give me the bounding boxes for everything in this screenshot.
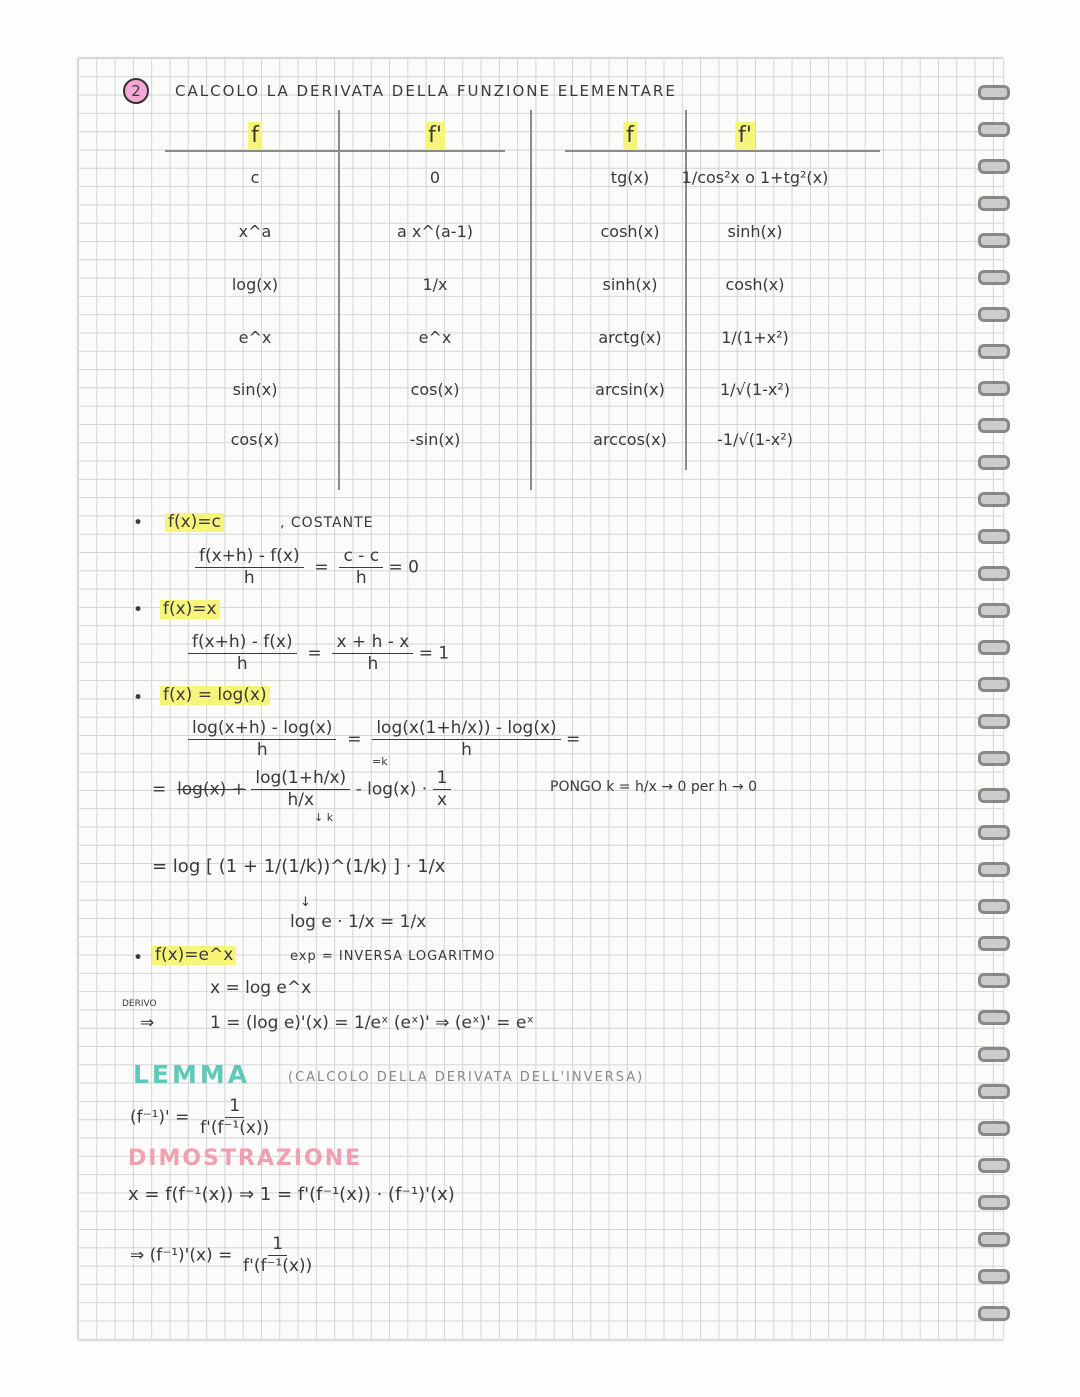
spiral-ring xyxy=(978,1306,1010,1321)
spiral-ring xyxy=(978,899,1010,914)
equation: x = log e^x xyxy=(210,978,312,998)
case-exp: f(x)=e^x xyxy=(152,946,236,965)
spiral-ring xyxy=(978,751,1010,766)
spiral-ring xyxy=(978,936,1010,951)
spiral-ring xyxy=(978,418,1010,433)
section-number: 2 xyxy=(123,78,149,104)
header-f-prime: f' xyxy=(735,122,755,149)
table-cell: e^x xyxy=(238,328,272,347)
table-cell: tg(x) xyxy=(610,168,650,187)
table-cell: c xyxy=(250,168,260,187)
table-cell: 1/√(1-x²) xyxy=(719,380,791,399)
table-divider xyxy=(565,150,880,152)
table-cell: arctg(x) xyxy=(598,328,662,347)
table-cell: arcsin(x) xyxy=(595,380,665,399)
table-cell: cos(x) xyxy=(410,380,460,399)
equation: ⇒ (f⁻¹)'(x) = $\frac{1}{\text{f'(f⁻¹(x))}}$ xyxy=(130,1234,313,1276)
annotation: ↓ k xyxy=(314,811,334,824)
case-constant: f(x)=c xyxy=(165,513,224,532)
table-cell: -sin(x) xyxy=(409,430,461,449)
table-cell: cosh(x) xyxy=(600,222,660,241)
table-cell: a x^(a-1) xyxy=(396,222,474,241)
table-divider xyxy=(338,110,340,490)
spiral-ring xyxy=(978,1195,1010,1210)
table-cell: log(x) xyxy=(231,275,279,294)
spiral-ring xyxy=(978,344,1010,359)
spiral-ring xyxy=(978,307,1010,322)
table-cell: arccos(x) xyxy=(593,430,667,449)
spiral-ring xyxy=(978,1121,1010,1136)
table-cell: e^x xyxy=(418,328,452,347)
table-cell: sinh(x) xyxy=(602,275,658,294)
spiral-ring xyxy=(978,492,1010,507)
spiral-ring xyxy=(978,1269,1010,1284)
spiral-ring xyxy=(978,529,1010,544)
spiral-ring xyxy=(978,603,1010,618)
equation: log e · 1/x = 1/x xyxy=(290,912,427,932)
spiral-ring xyxy=(978,862,1010,877)
spiral-ring xyxy=(978,381,1010,396)
table-divider xyxy=(165,150,505,152)
spiral-ring xyxy=(978,1232,1010,1247)
note: exp = INVERSA LOGARITMO xyxy=(290,949,496,964)
header-f-prime: f' xyxy=(425,122,445,149)
note: DERIVO xyxy=(122,999,157,1009)
table-cell: 1/x xyxy=(422,275,448,294)
spiral-ring xyxy=(978,640,1010,655)
equation: 1 = (log e)'(x) = 1/eˣ (eˣ)' ⇒ (eˣ)' = eˣ xyxy=(210,1013,534,1033)
table-cell: 1/cos²x o 1+tg²(x) xyxy=(681,168,829,187)
arrow-icon: ↓ xyxy=(300,895,311,910)
equation: $\frac{\log(x+h) - \log(x)}{h}$ = $\frac{\log(x(1+h/x)) - \log(x)}{h}$ = xyxy=(188,720,580,759)
spiral-ring xyxy=(978,1047,1010,1062)
table-cell: cos(x) xyxy=(230,430,280,449)
equation: = log [ (1 + 1/(1/k))^(1/k) ] · 1/x xyxy=(152,856,446,877)
table-cell: sin(x) xyxy=(232,380,278,399)
spiral-ring xyxy=(978,270,1010,285)
note: , COSTANTE xyxy=(280,515,374,531)
equation: $\frac{f(x+h) - f(x)}{h}$ = $\frac{x + h - x}{h}$ = 1 xyxy=(188,634,449,673)
spiral-ring xyxy=(978,196,1010,211)
spiral-ring xyxy=(978,677,1010,692)
spiral-ring xyxy=(978,233,1010,248)
equation: = log(x) + $\frac{\log(1+h/x)}{h/x}$ - log(x) · $\frac{1}{x}$ xyxy=(152,770,451,809)
table-divider xyxy=(530,110,532,490)
case-identity: f(x)=x xyxy=(160,600,220,619)
spiral-ring xyxy=(978,85,1010,100)
header-f: f xyxy=(623,122,637,149)
spiral-ring xyxy=(978,788,1010,803)
spiral-ring xyxy=(978,825,1010,840)
page-title: CALCOLO LA DERIVATA DELLA FUNZIONE ELEMENTARE xyxy=(175,82,677,100)
spiral-ring xyxy=(978,1084,1010,1099)
spiral-ring xyxy=(978,455,1010,470)
case-log: f(x) = log(x) xyxy=(160,686,270,705)
spiral-ring xyxy=(978,566,1010,581)
spiral-ring xyxy=(978,122,1010,137)
table-cell: x^a xyxy=(238,222,272,241)
table-cell: -1/√(1-x²) xyxy=(717,430,793,449)
spiral-ring xyxy=(978,159,1010,174)
table-cell: cosh(x) xyxy=(725,275,785,294)
spiral-ring xyxy=(978,714,1010,729)
equation: $\frac{f(x+h) - f(x)}{h}$ = $\frac{c - c}{h}$ = 0 xyxy=(195,548,419,587)
table-cell: 1/(1+x²) xyxy=(721,328,789,347)
lemma-title: LEMMA xyxy=(133,1060,251,1089)
table-cell: 0 xyxy=(429,168,441,187)
equation: x = f(f⁻¹(x)) ⇒ 1 = f'(f⁻¹(x)) · (f⁻¹)'(x) xyxy=(128,1184,455,1205)
spiral-ring xyxy=(978,1010,1010,1025)
note: PONGO k = h/x → 0 per h → 0 xyxy=(550,779,757,795)
lemma-subtitle: (CALCOLO DELLA DERIVATA DELL'INVERSA) xyxy=(288,1070,645,1085)
implies-icon: ⇒ xyxy=(140,1013,155,1033)
table-cell: sinh(x) xyxy=(727,222,783,241)
proof-title: DIMOSTRAZIONE xyxy=(128,1146,363,1171)
annotation: =k xyxy=(372,755,388,768)
table-divider xyxy=(685,110,687,470)
spiral-ring xyxy=(978,1158,1010,1173)
header-f: f xyxy=(248,122,262,149)
spiral-ring xyxy=(978,973,1010,988)
lemma-formula: (f⁻¹)' = $\frac{1}{\text{f'(f⁻¹(x))}}$ xyxy=(130,1096,270,1138)
